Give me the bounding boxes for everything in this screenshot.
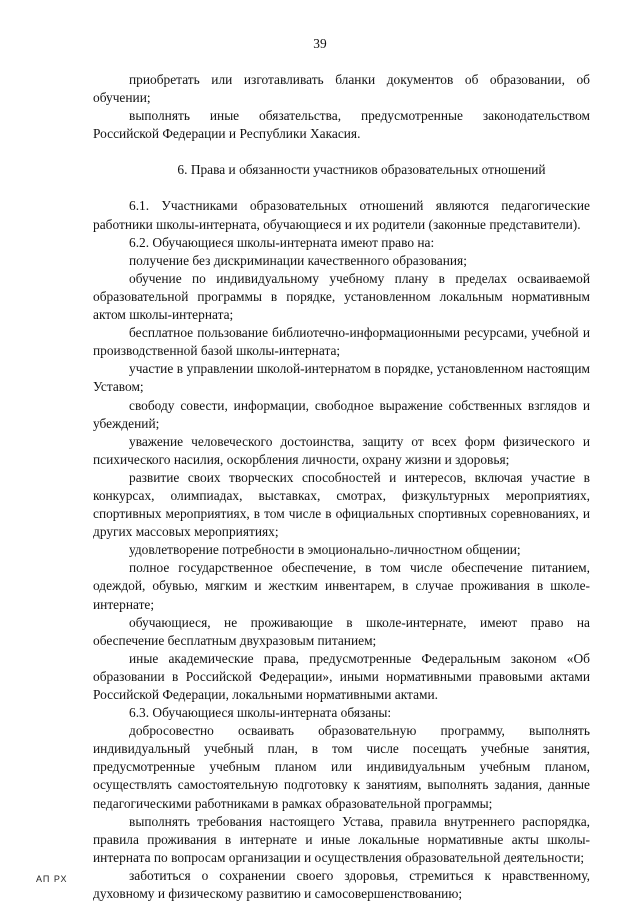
paragraph: участие в управлении школой-интернатом в порядке, установленном настоящим Уставом;: [93, 361, 590, 395]
paragraph: 6.3. Обучающиеся школы-интерната обязаны:: [129, 705, 392, 721]
paragraph: иные академические права, предусмотренные Федеральным законом «Об образовании в Российской Федерации», иными нормативными правовыми актами Российской Федерации, локальными нормативными актами.: [93, 650, 590, 702]
paragraph: обучающиеся, не проживающие в школе-интернате, имеют право на обеспечение бесплатным двухразовым питанием;: [93, 614, 590, 648]
paragraph: выполнять требования настоящего Устава, правила внутреннего распорядка, правила проживания в интернате и иные локальные нормативные акты школы-интерната по вопросам организации и осуществления образовательной деятельности;: [93, 813, 590, 865]
paragraph: 6.2. Обучающиеся школы-интерната имеют право на:: [129, 234, 435, 250]
spacer: [93, 179, 590, 197]
footer-mark: АП РХ: [36, 874, 68, 884]
paragraph: заботиться о сохранении своего здоровья, стремиться к нравственному, духовному и физическому развитию и самосовершенствованию;: [93, 867, 590, 902]
document-body: [93, 71, 590, 903]
paragraph: получение без дискриминации качественного образования;: [129, 252, 467, 268]
paragraph: добросовестно осваивать образовательную программу, выполнять индивидуальный учебный план, в том числе посещать учебные занятия, предусмотренные учебным планом или индивидуальным учебным планом, осуществлять самостоятельную подготовку к занятиям, выполнять задания, данные педагогическими работниками в рамках образовательной программы;: [93, 723, 590, 811]
paragraph: приобретать или изготавливать бланки документов об образовании, об обучении;: [93, 72, 590, 106]
paragraph: уважение человеческого достоинства, защиту от всех форм физического и психического насилия, оскорбления личности, охрану жизни и здоровья;: [93, 433, 590, 467]
paragraph: бесплатное пользование библиотечно-информационными ресурсами, учебной и производственной базой школы-интерната;: [93, 325, 590, 359]
paragraph: удовлетворение потребности в эмоционально-личностном общении;: [129, 542, 521, 558]
section-heading: 6. Права и обязанности участников образовательных отношений: [177, 162, 546, 178]
spacer: [93, 143, 590, 161]
paragraph: обучение по индивидуальному учебному плану в пределах осваиваемой образовательной программы в порядке, установленном локальным нормативным актом школы-интерната;: [93, 270, 590, 323]
paragraph: полное государственное обеспечение, в том числе обеспечение питанием, одеждой, обувью, мягким и жестким инвентарем, в случае проживания в школе-интернате;: [93, 560, 590, 612]
page-number: 39: [313, 36, 327, 51]
paragraph: развитие своих творческих способностей и интересов, включая участие в конкурсах, олимпиадах, выставках, смотрах, физкультурных мероприятиях, спортивных мероприятиях, в том числе в официальных спортивных соревнованиях, и других массовых мероприятиях;: [93, 469, 590, 540]
paragraph: 6.1. Участниками образовательных отношений являются педагогические работники школы-интерната, обучающиеся и их родители (законные представители).: [93, 198, 590, 232]
paragraph: свободу совести, информации, свободное выражение собственных взглядов и убеждений;: [93, 397, 590, 431]
paragraph: выполнять иные обязательства, предусмотренные законодательством Российской Федерации и Республики Хакасия.: [93, 108, 590, 142]
